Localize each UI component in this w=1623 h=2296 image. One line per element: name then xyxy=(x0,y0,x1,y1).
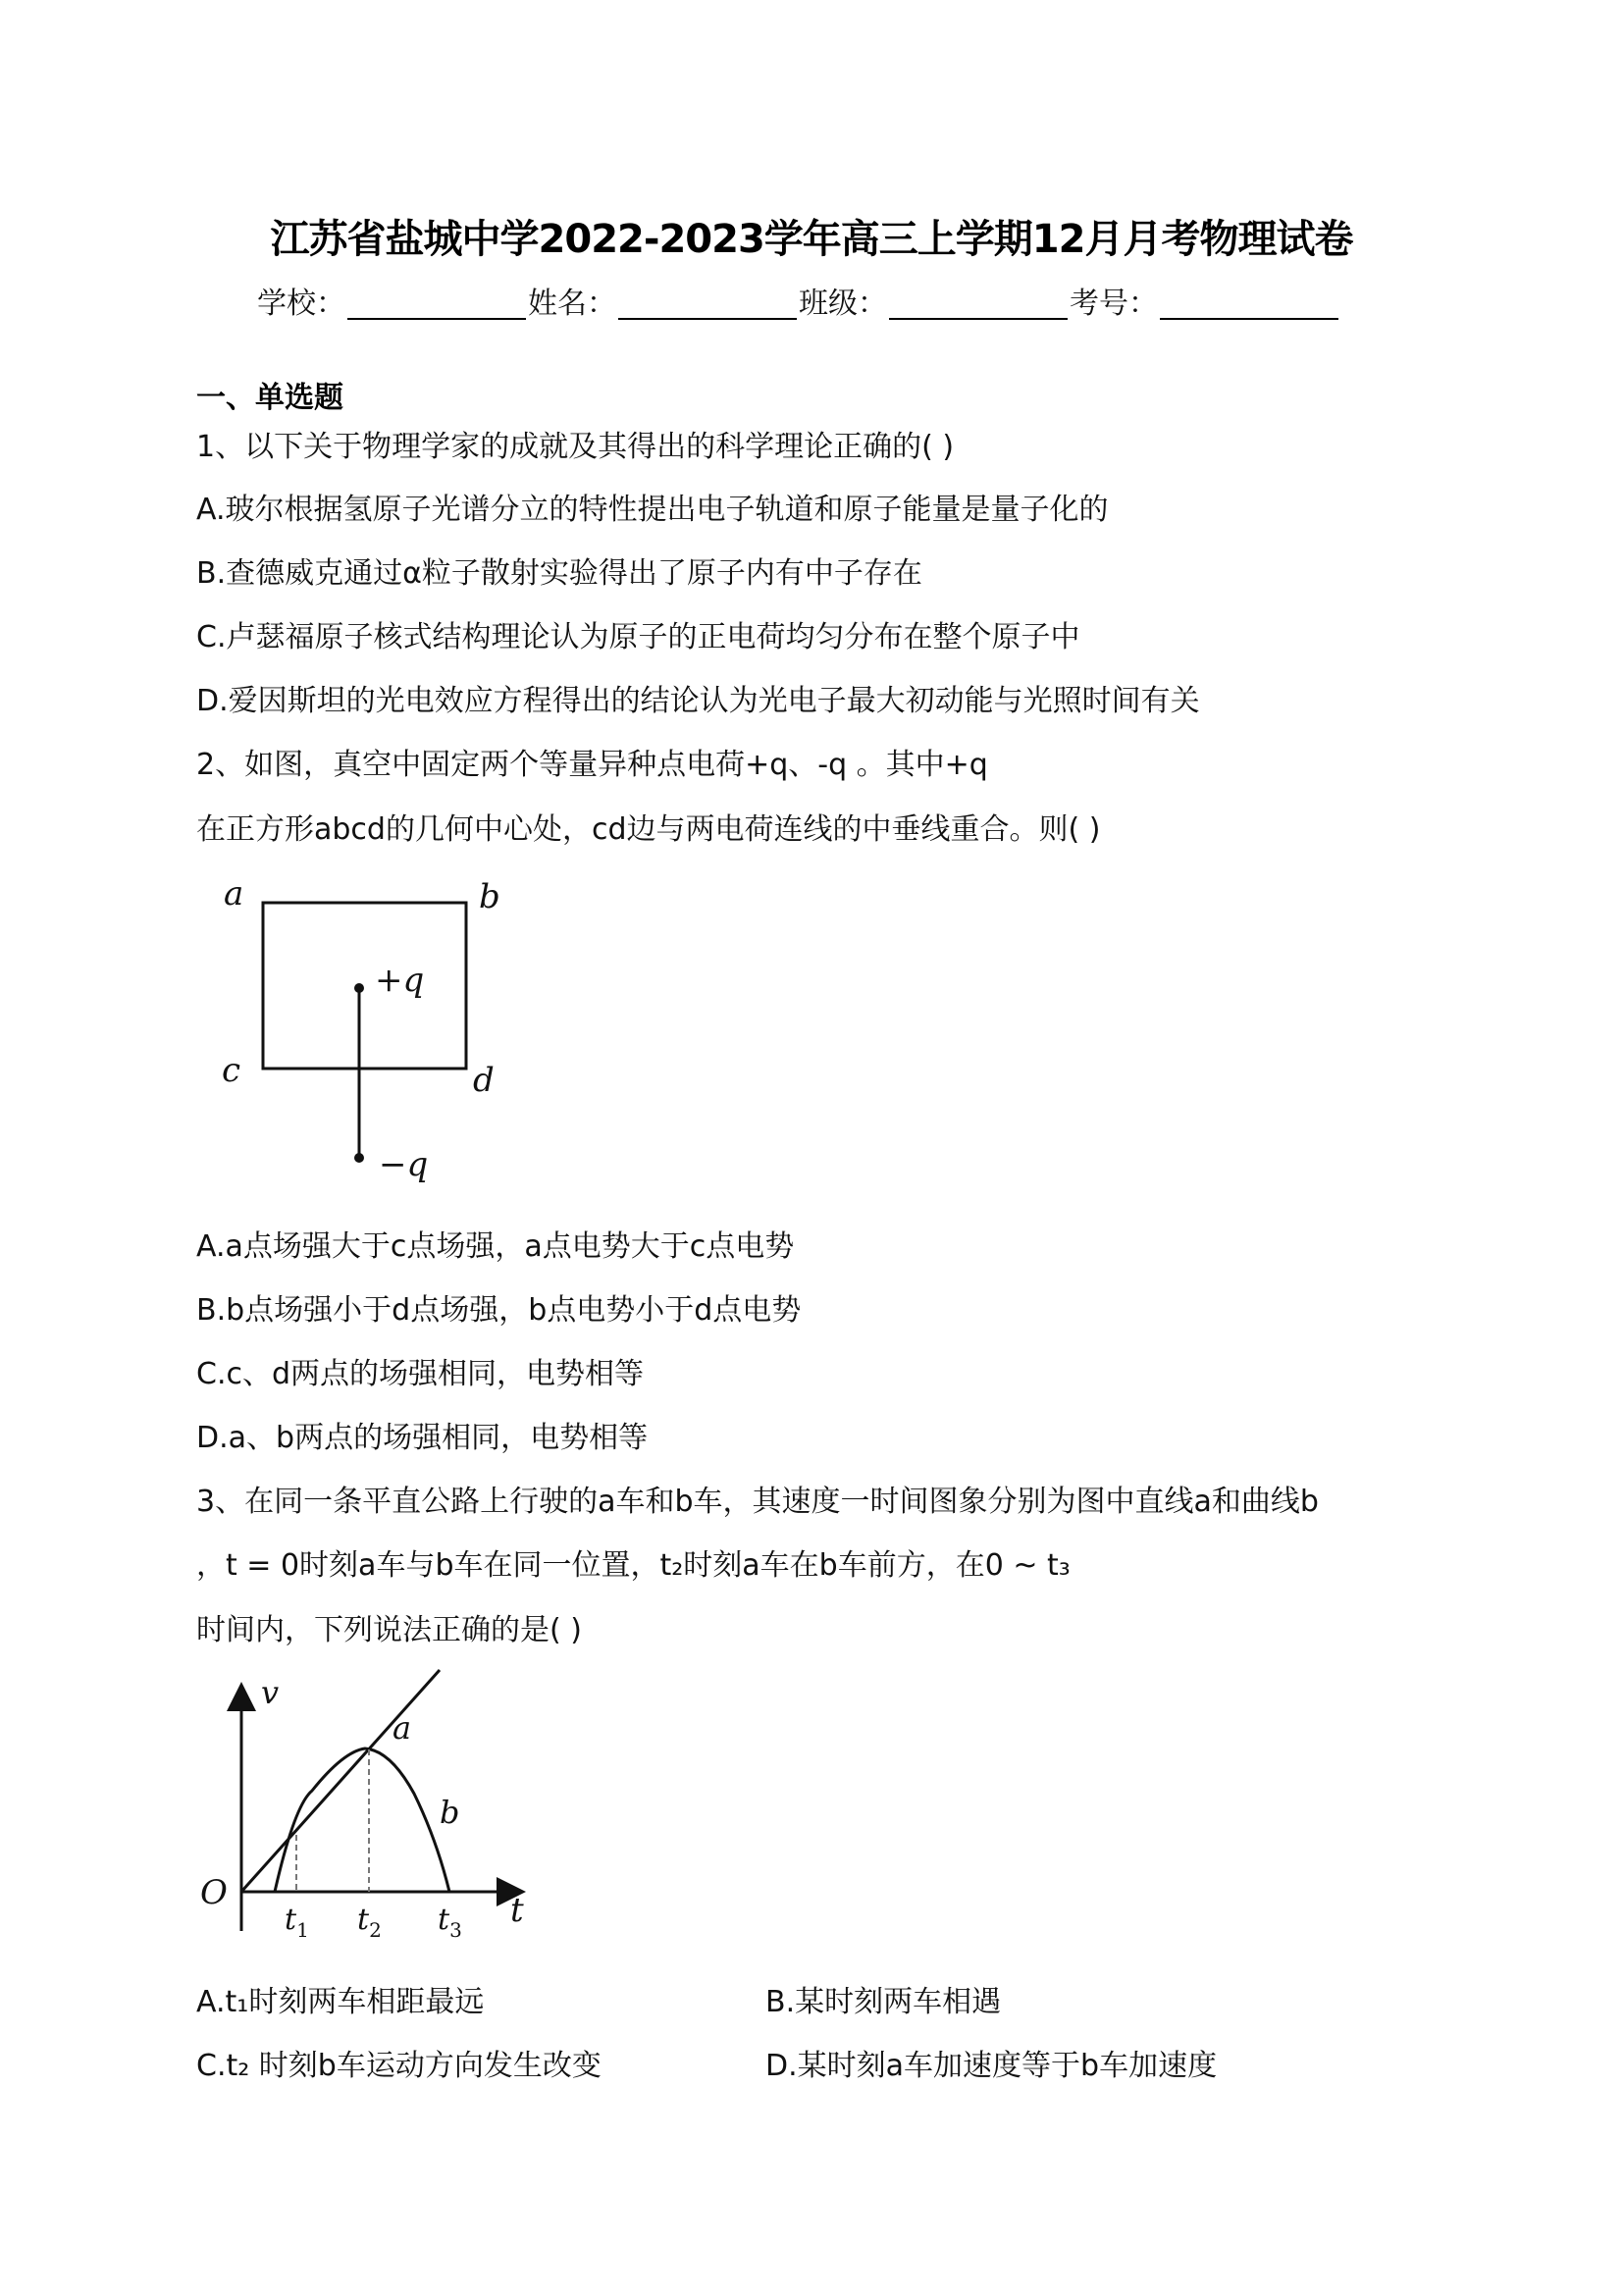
tick-label-t1 xyxy=(285,1903,309,1942)
field-class xyxy=(799,279,1070,322)
exam-title: 江苏省盐城中学2022-2023学年高三上学期12月月考物理试卷 xyxy=(270,217,1353,262)
exam-number-blank[interactable] xyxy=(1160,288,1338,320)
q3-option-a: A.t₁时刻两车相距最远 xyxy=(196,1985,485,2019)
q3-stem-line3: 时间内，下列说法正确的是( ) xyxy=(196,1613,582,1647)
class-blank[interactable] xyxy=(889,288,1068,320)
square-abcd xyxy=(263,903,466,1069)
field-exam-number xyxy=(1070,279,1340,322)
school-blank[interactable] xyxy=(347,288,526,320)
q3-stem-line2: ，t = 0时刻a车与b车在同一位置，t₂时刻a车在b车前方，在0 ~ t₃ xyxy=(196,1548,1071,1583)
t2-sub: 2 xyxy=(369,1918,382,1942)
q2-option-c: C.c、d两点的场强相同，电势相等 xyxy=(196,1357,645,1391)
field-label: 班级： xyxy=(799,287,887,321)
q1-option-d: D.爱因斯坦的光电效应方程得出的结论认为光电子最大初动能与光照时间有关 xyxy=(196,684,1200,718)
negative-charge-dot xyxy=(354,1153,364,1163)
q1-option-b: B.查德威克通过α粒子散射实验得出了原子内有中子存在 xyxy=(196,556,922,591)
label-minus-q: −q xyxy=(379,1145,429,1184)
label-v: v xyxy=(261,1674,280,1711)
q2-option-d: D.a、b两点的场强相同，电势相等 xyxy=(196,1421,649,1455)
label-a: a xyxy=(224,874,244,913)
label-plus-q: +q xyxy=(375,961,425,1000)
label-origin: O xyxy=(200,1873,228,1912)
label-b: b xyxy=(479,877,500,916)
t2-text: t xyxy=(357,1903,370,1937)
q1-option-a: A.玻尔根据氢原子光谱分立的特性提出电子轨道和原子能量是量子化的 xyxy=(196,493,1109,527)
charge-square-diagram xyxy=(196,863,540,1197)
q2-stem-line1: 2、如图，真空中固定两个等量异种点电荷+q、-q 。其中+q xyxy=(196,748,988,782)
q3-option-b: B.某时刻两车相遇 xyxy=(765,1985,1002,2019)
field-name xyxy=(528,279,799,322)
label-a-line: a xyxy=(393,1709,412,1747)
t1-sub: 1 xyxy=(296,1918,309,1942)
section-heading: 一、单选题 xyxy=(196,381,343,415)
student-info-fields xyxy=(257,279,1340,322)
q2-stem-line2: 在正方形abcd的几何中心处，cd边与两电荷连线的中垂线重合。则( ) xyxy=(196,812,1101,847)
t1-text: t xyxy=(285,1903,297,1937)
q3-stem-line1: 3、在同一条平直公路上行驶的a车和b车，其速度一时间图象分别为图中直线a和曲线b xyxy=(196,1485,1319,1519)
t3-text: t xyxy=(438,1903,450,1937)
name-blank[interactable] xyxy=(618,288,797,320)
velocity-time-graph xyxy=(186,1668,559,1962)
tick-label-t3 xyxy=(438,1903,462,1942)
label-t: t xyxy=(510,1891,524,1930)
q2-option-b: B.b点场强小于d点场强，b点电势小于d点电势 xyxy=(196,1293,802,1328)
t3-sub: 3 xyxy=(449,1918,462,1942)
field-label: 学校： xyxy=(257,287,345,321)
q2-option-a: A.a点场强大于c点场强，a点电势大于c点电势 xyxy=(196,1229,795,1264)
field-label: 考号： xyxy=(1070,287,1158,321)
field-school xyxy=(257,279,528,322)
tick-label-t2 xyxy=(357,1903,382,1942)
curve-b xyxy=(275,1748,449,1892)
q3-option-c: C.t₂ 时刻b车运动方向发生改变 xyxy=(196,2049,602,2083)
q1-stem: 1、以下关于物理学家的成就及其得出的科学理论正确的( ) xyxy=(196,430,955,464)
label-d: d xyxy=(473,1061,495,1100)
label-b-curve: b xyxy=(440,1794,460,1831)
positive-charge-dot xyxy=(354,983,364,993)
label-c: c xyxy=(222,1051,241,1090)
field-label: 姓名： xyxy=(528,287,616,321)
q1-option-c: C.卢瑟福原子核式结构理论认为原子的正电荷均匀分布在整个原子中 xyxy=(196,620,1080,654)
q3-option-d: D.某时刻a车加速度等于b车加速度 xyxy=(765,2049,1218,2083)
